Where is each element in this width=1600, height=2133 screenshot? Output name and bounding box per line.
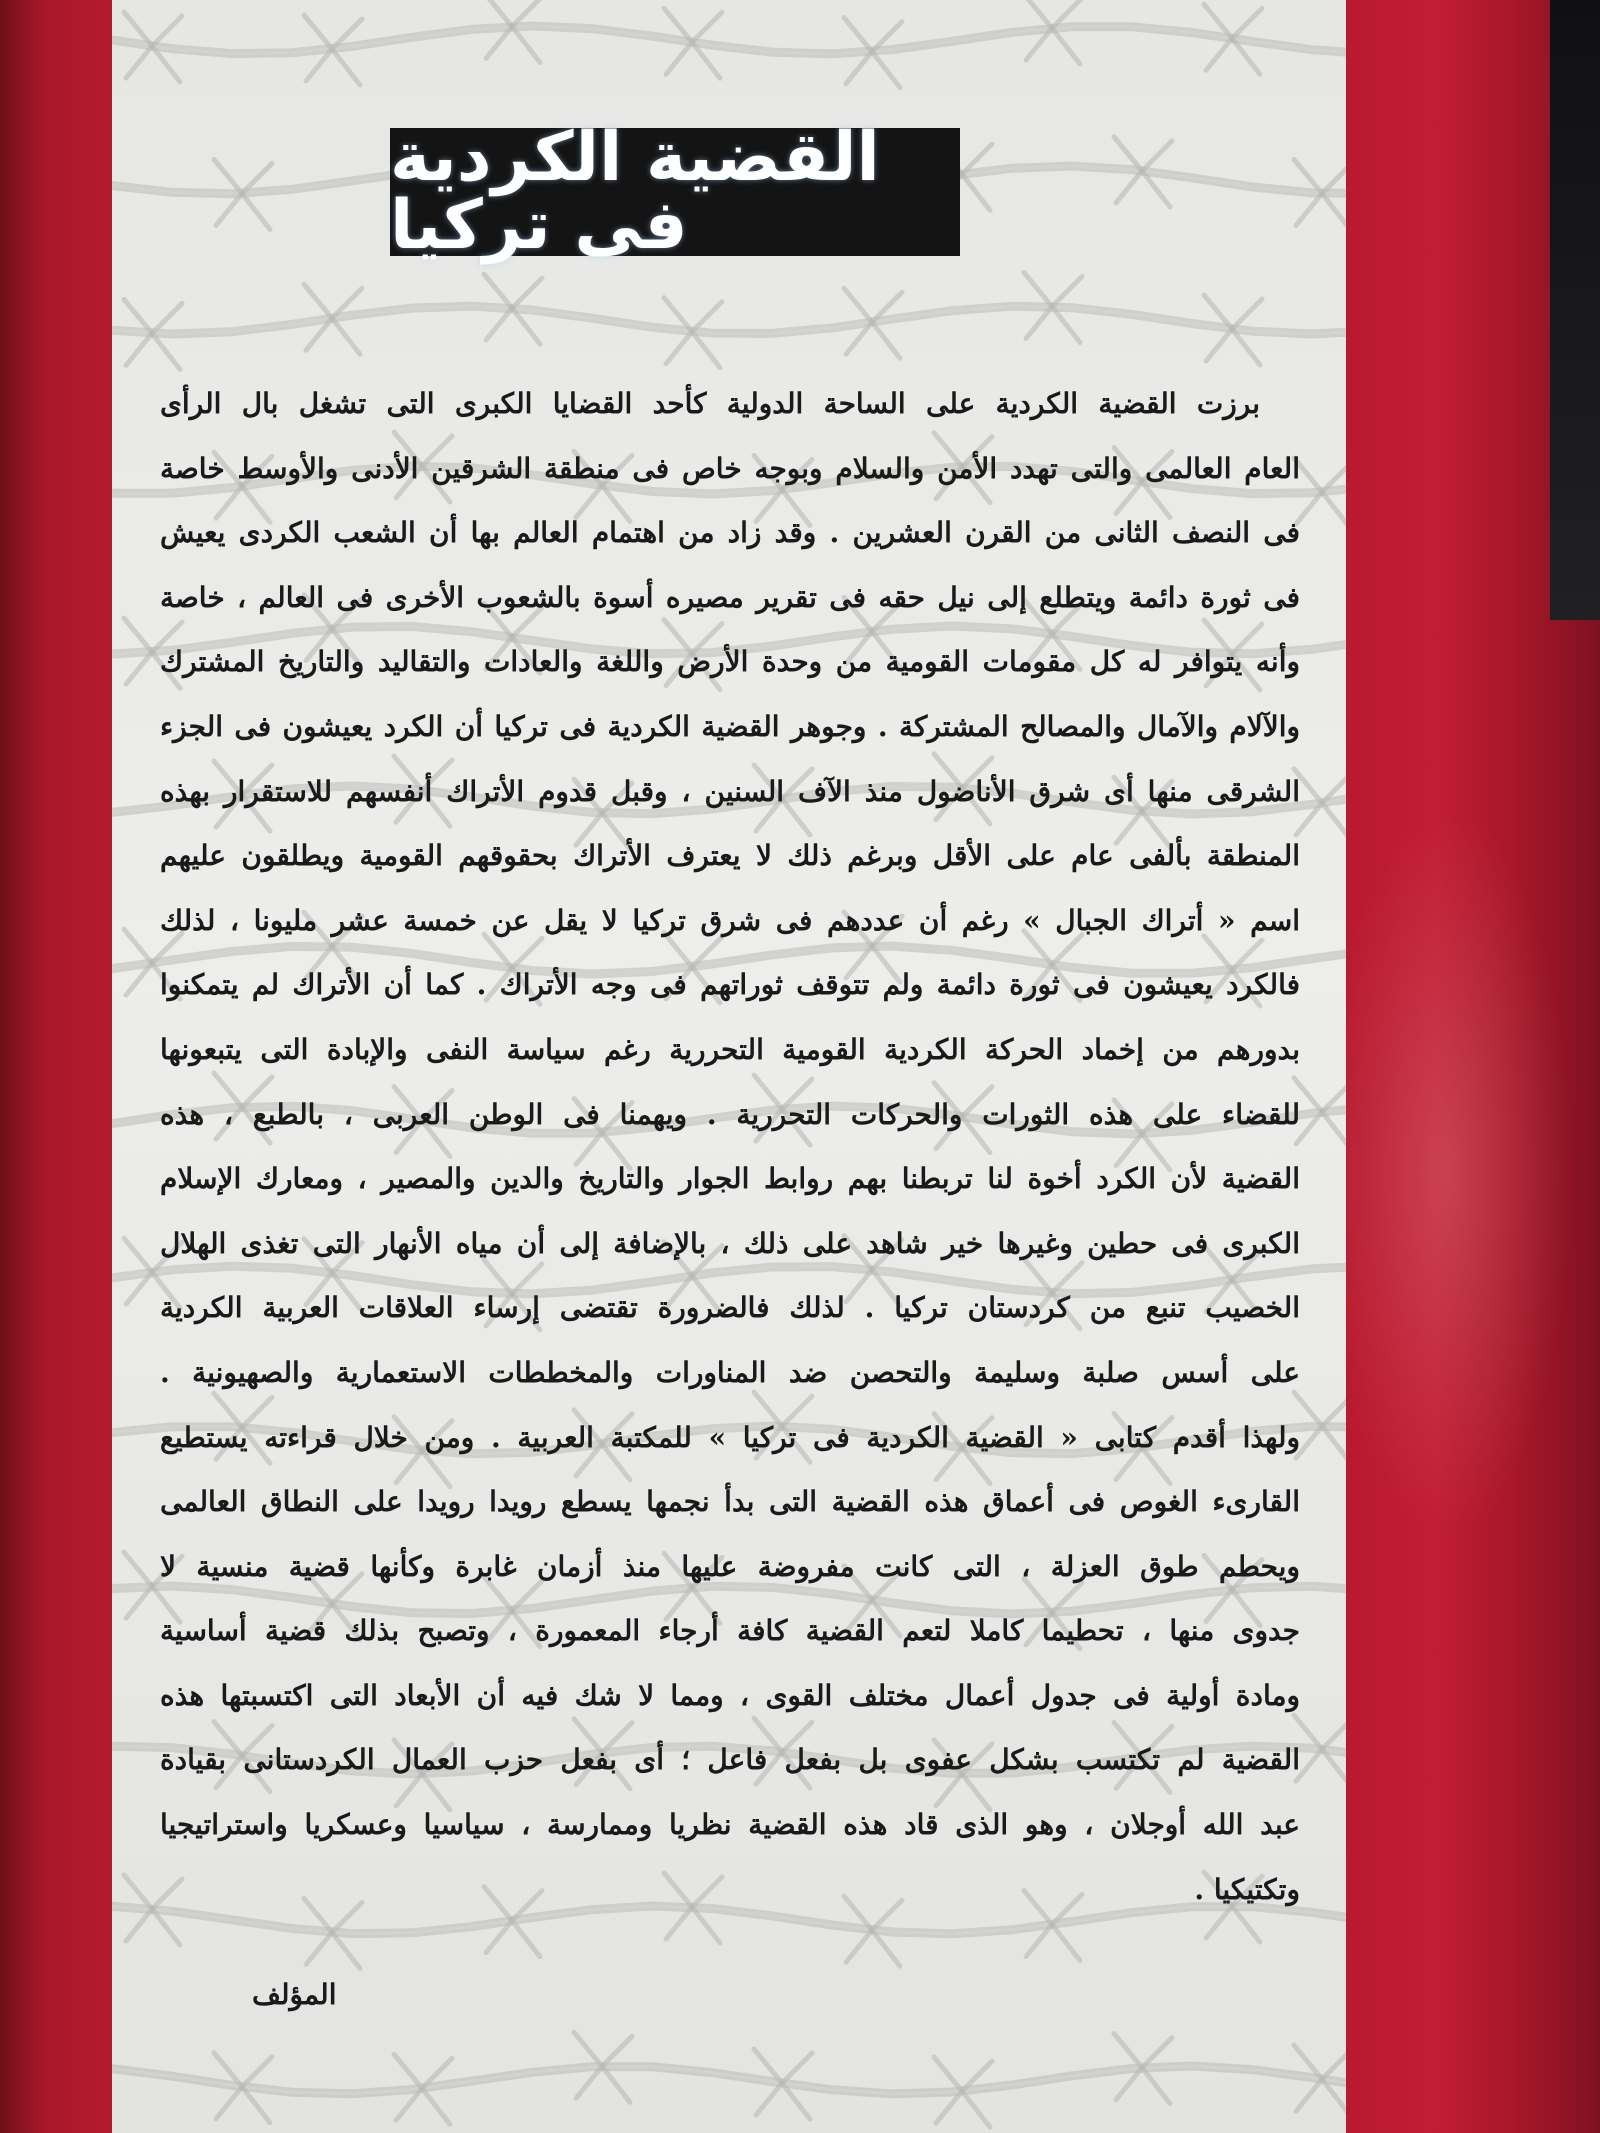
paper-panel: [112, 0, 1346, 2133]
text-line: للقضاء على هذه الثورات والحركات التحررية . ويهمنا فى الوطن العربى ، بالطبع ، هذه: [160, 1097, 1300, 1131]
text-line: ومادة أولية فى جدول أعمال مختلف القوى ، ومما لا شك فيه أن الأبعاد التى اكتسبتها هذه: [160, 1678, 1300, 1712]
body-text: [160, 372, 1300, 1922]
text-line: القضية لأن الكرد أخوة لنا تربطنا بهم روابط الجوار والتاريخ والدين والمصير ، ومعارك الإسلام: [160, 1162, 1300, 1196]
text-line: وأنه يتوافر له كل مقومات القومية من وحدة الأرض واللغة والعادات والتقاليد والتاريخ المشترك: [160, 645, 1300, 679]
text-line: المنطقة بألفى عام على الأقل وبرغم ذلك لا يعترف الأتراك بحقوقهم القومية ويطلقون عليهم: [160, 839, 1300, 873]
text-line: عبد الله أوجلان ، وهو الذى قاد هذه القضية نظريا وممارسة ، سياسيا وعسكريا واستراتيجيا: [160, 1808, 1300, 1842]
text-line: الشرقى منها أى شرق الأناضول منذ الآف السنين ، وقبل قدوم الأتراك أنفسهم للاستقرار بهذه: [160, 774, 1300, 808]
text-line: جدوى منها ، تحطيما كاملا لتعم القضية كافة أرجاء المعمورة ، وتصبح بذلك قضية أساسية: [160, 1614, 1300, 1648]
text-line: فى النصف الثانى من القرن العشرين . وقد زاد من اهتمام العالم بها أن الشعب الكردى يعيش: [160, 516, 1300, 550]
text-line: العام العالمى والتى تهدد الأمن والسلام وبوجه خاص فى منطقة الشرقين الأدنى والأوسط خاصة: [160, 451, 1300, 485]
text-line: فالكرد يعيشون فى ثورة دائمة ولم تتوقف ثوراتهم فى وجه الأتراك . كما أن الأتراك لم يتمكنوا: [160, 968, 1300, 1002]
red-cover-left-edge: [0, 0, 112, 2133]
text-line: بدورهم من إخماد الحركة الكردية القومية التحررية رغم سياسة النفى والإبادة التى يتبعونها: [160, 1032, 1300, 1066]
text-line: القضية لم تكتسب بشكل عفوى بل بفعل فاعل ؛ أى بفعل حزب العمال الكردستانى بقيادة: [160, 1743, 1300, 1777]
text-line: الخصيب تنبع من كردستان تركيا . لذلك فالضرورة تقتضى إرساء العلاقات العربية الكردية: [160, 1291, 1300, 1325]
text-line: القارىء الغوص فى أعماق هذه القضية التى بدأ نجمها يسطع رويدا رويدا على النطاق العالمى: [160, 1485, 1300, 1519]
text-line: على أسس صلبة وسليمة والتحصن ضد المناورات والمخططات الاستعمارية والصهيونية .: [160, 1355, 1300, 1389]
text-line: الكبرى فى حطين وغيرها خير شاهد على ذلك ، بالإضافة إلى أن مياه الأنهار التى تغذى الهلال: [160, 1226, 1300, 1260]
text-line: ويحطم طوق العزلة ، التى كانت مفروضة عليها منذ أزمان غابرة وكأنها قضية منسية لا: [160, 1549, 1300, 1583]
author-signature: المؤلف: [252, 1978, 337, 2011]
text-line: برزت القضية الكردية على الساحة الدولية كأحد القضايا الكبرى التى تشغل بال الرأى: [160, 387, 1260, 420]
dark-background-corner: [1550, 0, 1600, 620]
title-box: [390, 118, 960, 265]
text-line: ولهذا أقدم كتابى « القضية الكردية فى تركيا » للمكتبة العربية . ومن خلال قراءته يستطيع: [160, 1420, 1300, 1454]
text-line: وتكتيكيا .: [1194, 1872, 1300, 1906]
text-line: والآلام والآمال والمصالح المشتركة . وجوهر القضية الكردية فى تركيا أن الكرد يعيشون فى الجزء: [160, 709, 1300, 743]
text-line: اسم « أتراك الجبال » رغم أن عددهم فى شرق تركيا لا يقل عن خمسة عشر مليونا ، لذلك: [160, 903, 1300, 937]
book-title: القضية الكردية فى تركيا: [390, 118, 880, 265]
text-line: فى ثورة دائمة ويتطلع إلى نيل حقه فى تقرير مصيره أسوة بالشعوب الأخرى فى العالم ، خاصة: [160, 580, 1300, 614]
